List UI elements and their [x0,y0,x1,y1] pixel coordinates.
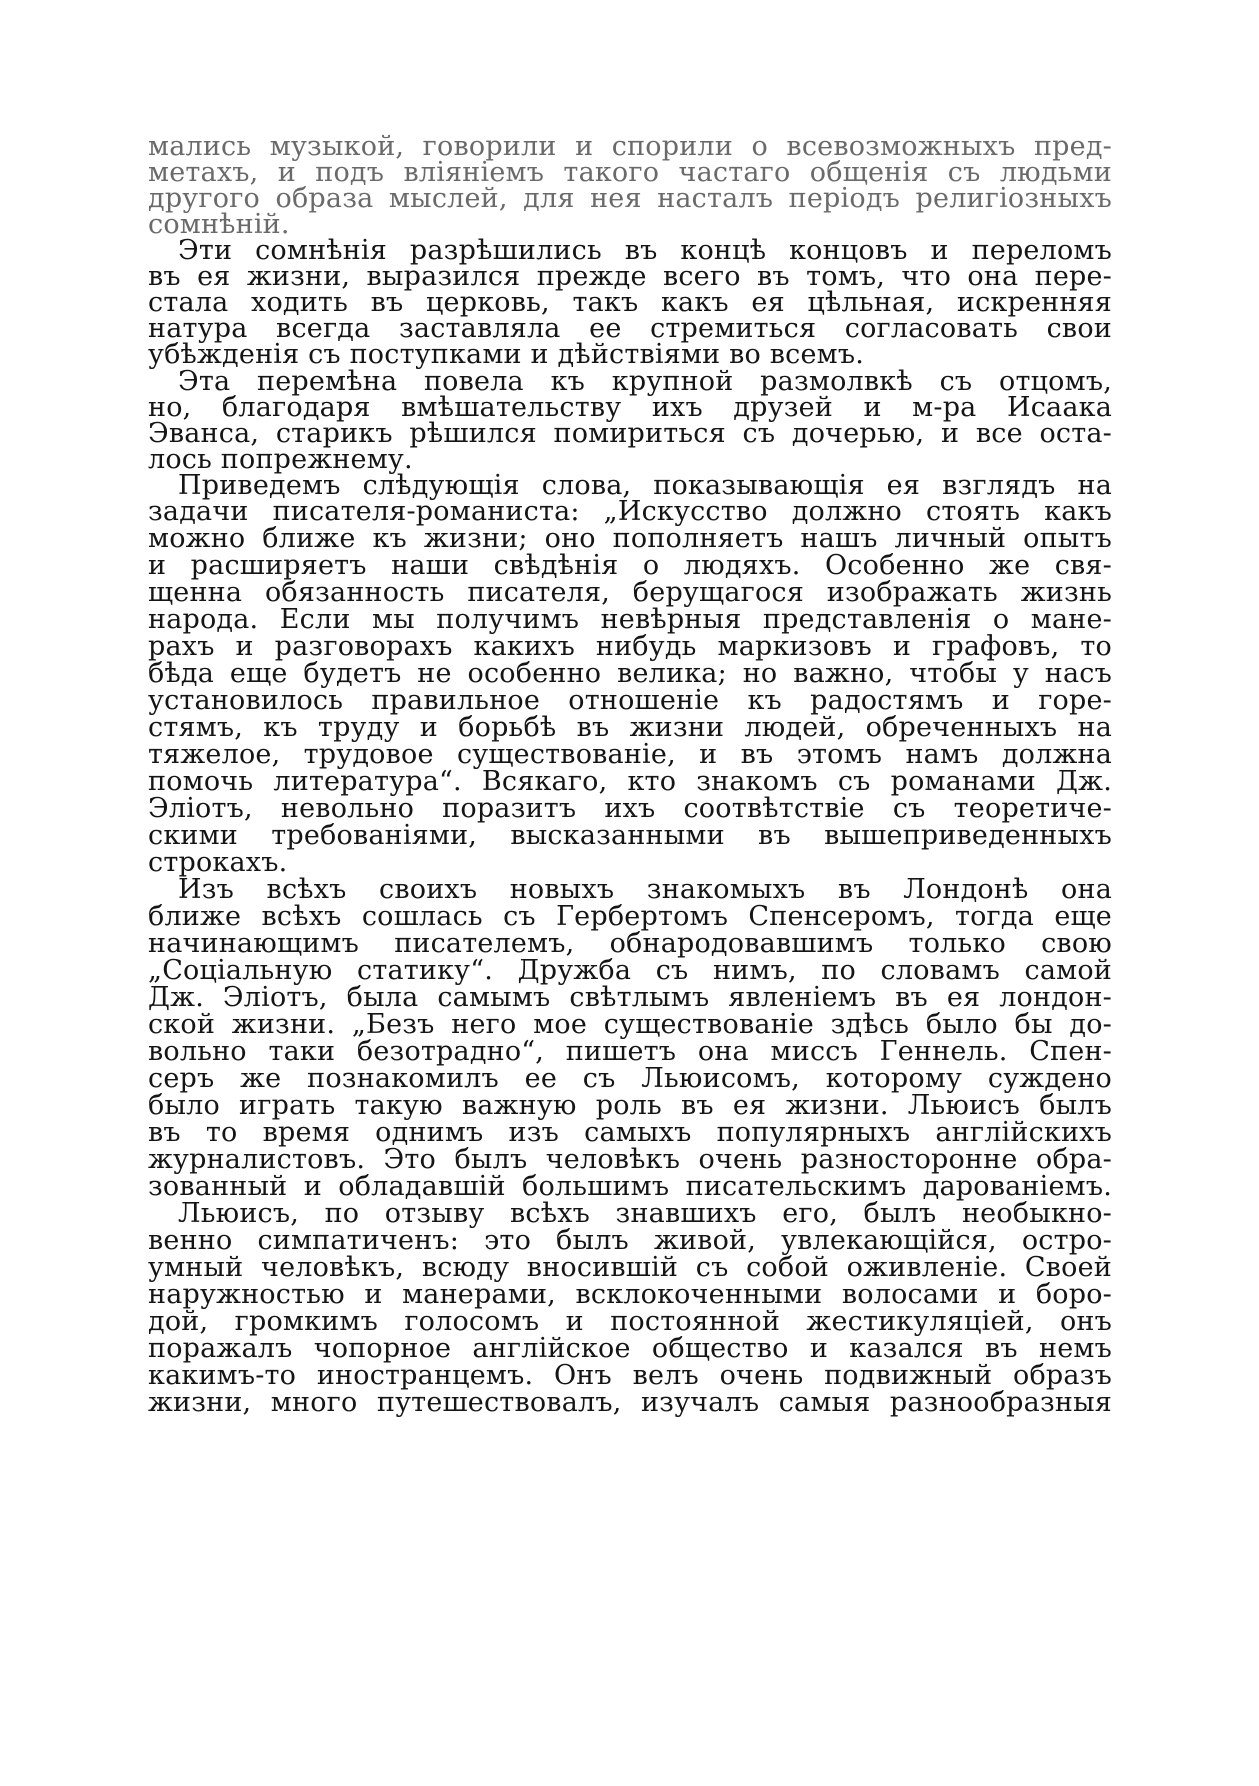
text-line: журналистовъ. Это былъ человѣкъ очень разносторонне обра- [148,1144,1112,1175]
text-line: установилось правильное отношеніе къ радостямъ и горе- [148,685,1112,716]
text-line: венно симпатиченъ: это былъ живой, увлекающійся, остро- [148,1225,1112,1256]
text-line: Эліотъ, невольно поразитъ ихъ соотвѣтствіе съ теоретиче- [148,793,1112,824]
text-line: мались музыкой, говорили и спорили о всевозможныхъ пред- [148,132,1112,162]
text-line: и расширяетъ наши свѣдѣнія о людяхъ. Особенно же свя- [148,550,1112,581]
text-line: тяжелое, трудовое существованіе, и въ этомъ намъ должна [148,739,1112,770]
text-line: можно ближе къ жизни; оно пополняетъ нашъ личный опытъ [148,523,1112,554]
text-line: натура всегда заставляла ее стремиться согласовать свои [148,313,1112,344]
text-line: въ то время однимъ изъ самыхъ популярныхъ англійскихъ [148,1117,1112,1148]
text-line: рахъ и разговорахъ какихъ нибудь маркизовъ и графовъ, то [148,631,1112,662]
paragraph-first-line: Эта перемѣна повела къ крупной размолвкѣ съ отцомъ, [178,366,1112,397]
paragraph-first-line: Приведемъ слѣдующія слова, показывающія ея взглядъ на [178,470,1112,501]
text-line: но, благодаря вмѣшательству ихъ друзей и м-ра Исаака [148,392,1112,423]
text-line: помочь литература“. Всякаго, кто знакомъ съ романами Дж. [148,766,1112,797]
document-page [148,132,1112,1692]
text-line: серъ же познакомилъ ее съ Льюисомъ, которому суждено [148,1063,1112,1094]
text-line: дой, громкимъ голосомъ и постоянной жестикуляціей, онъ [148,1306,1112,1337]
text-line: наружностью и манерами, всклокоченными волосами и боро- [148,1279,1112,1310]
text-line: задачи писателя-романиста: „Искусство должно стоять какъ [148,496,1112,527]
text-line: начинающимъ писателемъ, обнародовавшимъ только свою [148,928,1112,959]
text-line: умный человѣкъ, всюду вносившій съ собой оживленіе. Своей [148,1252,1112,1283]
text-line: ской жизни. „Безъ него мое существованіе здѣсь было бы до- [148,1009,1112,1040]
text-line: скими требованіями, высказанными въ вышеприведенныхъ [148,820,1112,851]
text-line: ближе всѣхъ сошлась съ Гербертомъ Спенсеромъ, тогда еще [148,901,1112,932]
text-line: строкахъ. [148,847,288,878]
paragraph-first-line: Изъ всѣхъ своихъ новыхъ знакомыхъ въ Лондонѣ она [178,874,1112,905]
text-line: стала ходить въ церковь, такъ какъ ея цѣльная, искренняя [148,287,1112,318]
text-line: убѣжденія съ поступками и дѣйствіями во всемъ. [148,339,865,370]
text-line: вольно таки безотрадно“, пишетъ она миссъ Геннель. Спен- [148,1036,1112,1067]
text-line: метахъ, и подъ вліяніемъ такого частаго общенія съ людьми [148,157,1112,188]
text-line: поражалъ чопорное англійское общество и казался въ немъ [148,1333,1112,1364]
text-line: другого образа мыслей, для нея насталъ періодъ религіозныхъ [148,183,1112,214]
text-line: было играть такую важную роль въ ея жизни. Льюисъ былъ [148,1090,1112,1121]
text-line: народа. Если мы получимъ невѣрныя представленія о мане- [148,604,1112,635]
text-line: „Соціальную статику“. Дружба съ нимъ, по словамъ самой [148,955,1112,986]
text-line: Эванса, старикъ рѣшился помириться съ дочерью, и все оста- [148,418,1112,449]
text-line: щенна обязанность писателя, берущагося изображать жизнь [148,577,1112,608]
text-line: лось попрежнему. [148,444,413,475]
text-line: жизни, много путешествовалъ, изучалъ самыя разнообразныя [148,1387,1112,1418]
text-line: въ ея жизни, выразился прежде всего въ томъ, что она пере- [148,261,1112,292]
paragraph-first-line: Льюисъ, по отзыву всѣхъ знавшихъ его, былъ необыкно- [178,1198,1112,1229]
text-line: бѣда еще будетъ не особенно велика; но важно, чтобы у насъ [148,658,1112,689]
text-line: какимъ-то иностранцемъ. Онъ велъ очень подвижный образъ [148,1360,1112,1391]
text-line: Дж. Эліотъ, была самымъ свѣтлымъ явленіемъ въ ея лондон- [148,982,1112,1013]
text-line: стямъ, къ труду и борьбѣ въ жизни людей, обреченныхъ на [148,712,1112,743]
text-line: сомнѣній. [148,209,290,240]
paragraph-first-line: Эти сомнѣнія разрѣшились въ концѣ концовъ и переломъ [178,235,1112,266]
text-line: зованный и обладавшій большимъ писательскимъ дарованіемъ. [148,1171,1112,1202]
